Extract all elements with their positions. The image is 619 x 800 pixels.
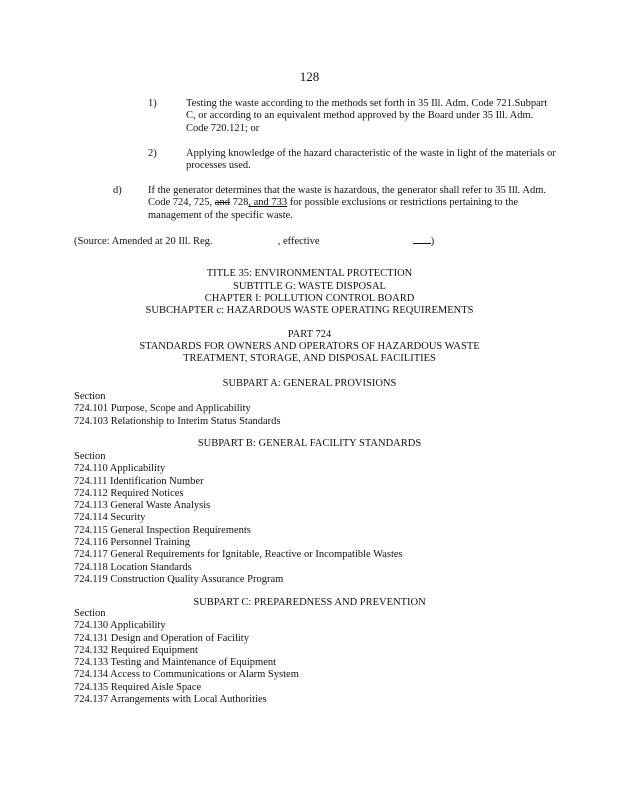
toc-entry: 724.131 Design and Operation of Facility — [74, 632, 249, 644]
item-2-number: 2) — [148, 148, 157, 159]
chapter-line: CHAPTER I: POLLUTION CONTROL BOARD — [204, 293, 415, 304]
toc-entry: 724.117 General Requirements for Ignitable, Reactive or Incompatible Wastes — [74, 549, 403, 561]
item-d-number: d) — [113, 185, 122, 196]
part-number: PART 724 — [287, 329, 332, 340]
section-label: Section — [74, 391, 106, 402]
toc-entry: 724.132 Required Equipment — [74, 644, 198, 656]
page-number: 128 — [299, 69, 320, 84]
part-title-line-2: TREATMENT, STORAGE, AND DISPOSAL FACILITIES — [183, 353, 436, 364]
toc-entry: 724.115 General Inspection Requirements — [74, 524, 251, 536]
subpart-c-title: SUBPART C: PREPAREDNESS AND PREVENTION — [193, 597, 426, 608]
source-note-effective: , effective — [277, 236, 320, 247]
item-d-pre: If the generator determines that the waste is hazardous, the generator shall refer to 35 Ill. Adm. Code 724, 725, — [148, 185, 546, 209]
toc-entry: 724.110 Applicability — [74, 463, 166, 475]
subpart-c-toc — [74, 608, 299, 706]
source-note-close: ) — [430, 236, 435, 247]
toc-entry: 724.111 Identification Number — [74, 475, 204, 487]
part-title-line-1: STANDARDS FOR OWNERS AND OPERATORS OF HAZARDOUS WASTE — [139, 341, 480, 352]
toc-entry: 724.137 Arrangements with Local Authorities — [74, 694, 267, 706]
subpart-a-title: SUBPART A: GENERAL PROVISIONS — [222, 378, 397, 389]
toc-entry: 724.103 Relationship to Interim Status Standards — [74, 415, 281, 427]
item-1-text: Testing the waste according to the methods set forth in 35 Ill. Adm. Code 721.Subpart C, or according to an equivalent method approved by the Board under 35 Ill. Adm. Code 720.121; or — [186, 98, 548, 134]
subchapter-line: SUBCHAPTER c: HAZARDOUS WASTE OPERATING REQUIREMENTS — [145, 305, 474, 316]
subpart-a-toc — [74, 391, 280, 428]
toc-entry: 724.112 Required Notices — [74, 487, 184, 499]
subpart-b-title: SUBPART B: GENERAL FACILITY STANDARDS — [197, 438, 422, 449]
item-d-inserted: , and 733 — [248, 197, 288, 209]
section-label: Section — [74, 608, 106, 619]
toc-entry: 724.134 Access to Communications or Alarm System — [74, 669, 299, 681]
title-line: TITLE 35: ENVIRONMENTAL PROTECTION — [206, 268, 413, 279]
item-1-number: 1) — [148, 98, 157, 109]
toc-entry: 724.113 General Waste Analysis — [74, 500, 211, 512]
item-2-text: Applying knowledge of the hazard characteristic of the waste in light of the materials or processes used. — [186, 148, 556, 172]
toc-entry: 724.118 Location Standards — [74, 561, 192, 573]
toc-entry: 724.101 Purpose, Scope and Applicability — [74, 403, 251, 415]
toc-entry: 724.133 Testing and Maintenance of Equipment — [74, 657, 277, 669]
toc-entry: 724.130 Applicability — [74, 620, 166, 632]
source-note-blank — [413, 234, 431, 244]
toc-entry: 724.119 Construction Quality Assurance Program — [74, 573, 284, 585]
item-d-struck: and — [214, 197, 230, 209]
toc-entry: 724.135 Required Aisle Space — [74, 681, 202, 693]
subpart-b-toc — [74, 451, 403, 586]
subtitle-line: SUBTITLE G: WASTE DISPOSAL — [233, 281, 386, 292]
toc-entry: 724.114 Security — [74, 512, 146, 524]
source-note-text: (Source: Amended at 20 Ill. Reg. — [74, 236, 213, 247]
toc-entry: 724.116 Personnel Training — [74, 537, 190, 549]
item-d-text — [148, 185, 553, 222]
source-note — [74, 234, 434, 248]
item-d-post: for possible exclusions or restrictions pertaining to the management of the specific waste. — [148, 197, 519, 221]
item-d-mid: 728 — [232, 197, 249, 209]
section-label: Section — [74, 451, 106, 462]
